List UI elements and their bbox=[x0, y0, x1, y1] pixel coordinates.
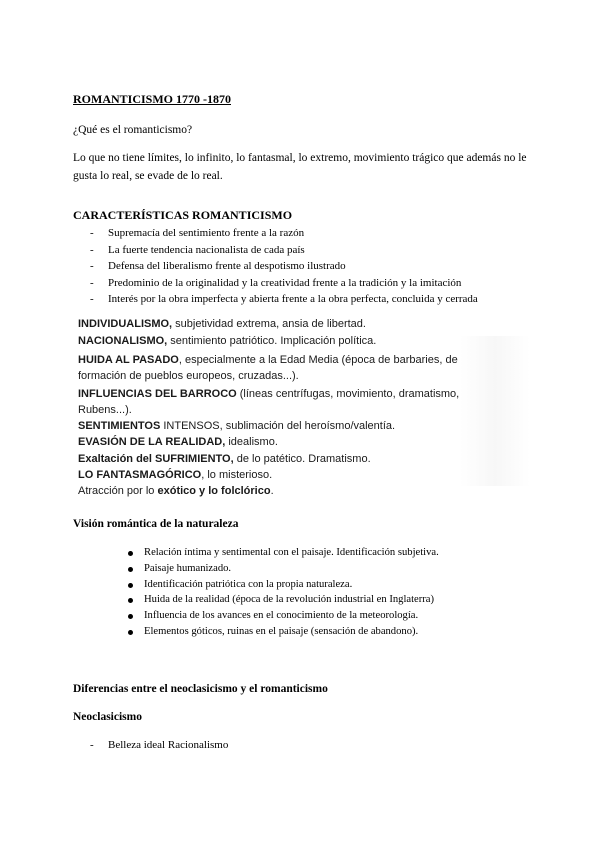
list-item: - Belleza ideal Racionalismo bbox=[90, 739, 229, 751]
differences-heading: Diferencias entre el neoclasicismo y el romanticismo bbox=[73, 683, 328, 695]
nature-list bbox=[128, 545, 439, 640]
dash-marker: - bbox=[90, 227, 94, 239]
dash-marker: - bbox=[90, 739, 94, 751]
list-item: - La fuerte tendencia nacionalista de cada país bbox=[90, 242, 478, 259]
image-line: Exaltación del SUFRIMIENTO, de lo patético. Dramatismo. bbox=[78, 453, 371, 465]
dash-marker: - bbox=[90, 276, 94, 289]
list-item: - Supremacía del sentimiento frente a la razón bbox=[90, 225, 478, 242]
question-text: ¿Qué es el romanticismo? bbox=[73, 124, 193, 136]
bullet-icon bbox=[128, 630, 133, 635]
bullet-icon bbox=[128, 614, 133, 619]
image-line: Atracción por lo exótico y lo folclórico. bbox=[78, 485, 274, 497]
list-item: Paisaje humanizado. bbox=[128, 561, 439, 577]
list-item: - Predominio de la originalidad y la creatividad frente a la tradición y la imitación bbox=[90, 275, 478, 292]
bullet-icon bbox=[128, 583, 133, 588]
list-item: Elementos góticos, ruinas en el paisaje (sensación de abandono). bbox=[128, 624, 439, 640]
list-item: Huida de la realidad (época de la revolución industrial en Inglaterra) bbox=[128, 592, 439, 608]
bullet-icon bbox=[128, 551, 133, 556]
image-line: SENTIMIENTOS INTENSOS, sublimación del heroísmo/valentía. bbox=[78, 420, 396, 432]
neoclassicism-heading: Neoclasicismo bbox=[73, 711, 142, 723]
list-item: - Interés por la obra imperfecta y abierta frente a la obra perfecta, concluida y cerrada bbox=[90, 291, 478, 308]
bullet-icon bbox=[128, 567, 133, 572]
characteristics-list bbox=[90, 225, 478, 308]
image-line: INDIVIDUALISMO, subjetividad extrema, ansia de libertad. bbox=[78, 318, 366, 330]
embedded-text-image bbox=[68, 314, 548, 497]
list-item: Identificación patriótica con la propia naturaleza. bbox=[128, 577, 439, 593]
page-title: ROMANTICISMO 1770 -1870 bbox=[73, 92, 231, 106]
image-line: EVASIÓN DE LA REALIDAD, idealismo. bbox=[78, 436, 278, 448]
definition-paragraph: Lo que no tiene límites, lo infinito, lo fantasmal, lo extremo, movimiento trágico que además no le gusta lo real, se evade de lo real. bbox=[73, 152, 527, 182]
list-item: - Defensa del liberalismo frente al despotismo ilustrado bbox=[90, 258, 478, 275]
dash-marker: - bbox=[90, 260, 94, 272]
image-line: INFLUENCIAS DEL BARROCO (líneas centrífugas, movimiento, dramatismo, Rubens...). bbox=[78, 388, 460, 416]
list-item: Influencia de los avances en el conocimiento de la meteorología. bbox=[128, 608, 439, 624]
dash-marker: - bbox=[90, 293, 94, 305]
list-item: Relación íntima y sentimental con el paisaje. Identificación subjetiva. bbox=[128, 545, 439, 561]
bullet-icon bbox=[128, 598, 133, 603]
characteristics-heading: CARACTERÍSTICAS ROMANTICISMO bbox=[73, 208, 293, 222]
image-line: NACIONALISMO, sentimiento patriótico. Implicación política. bbox=[78, 335, 377, 347]
image-line: LO FANTASMAGÓRICO, lo misterioso. bbox=[78, 469, 273, 481]
nature-heading: Visión romántica de la naturaleza bbox=[73, 518, 239, 530]
image-line: HUIDA AL PASADO, especialmente a la Edad Media (época de barbaries, de formación de pueblos europeos, cruzadas...). bbox=[78, 354, 458, 382]
dash-marker: - bbox=[90, 243, 94, 256]
